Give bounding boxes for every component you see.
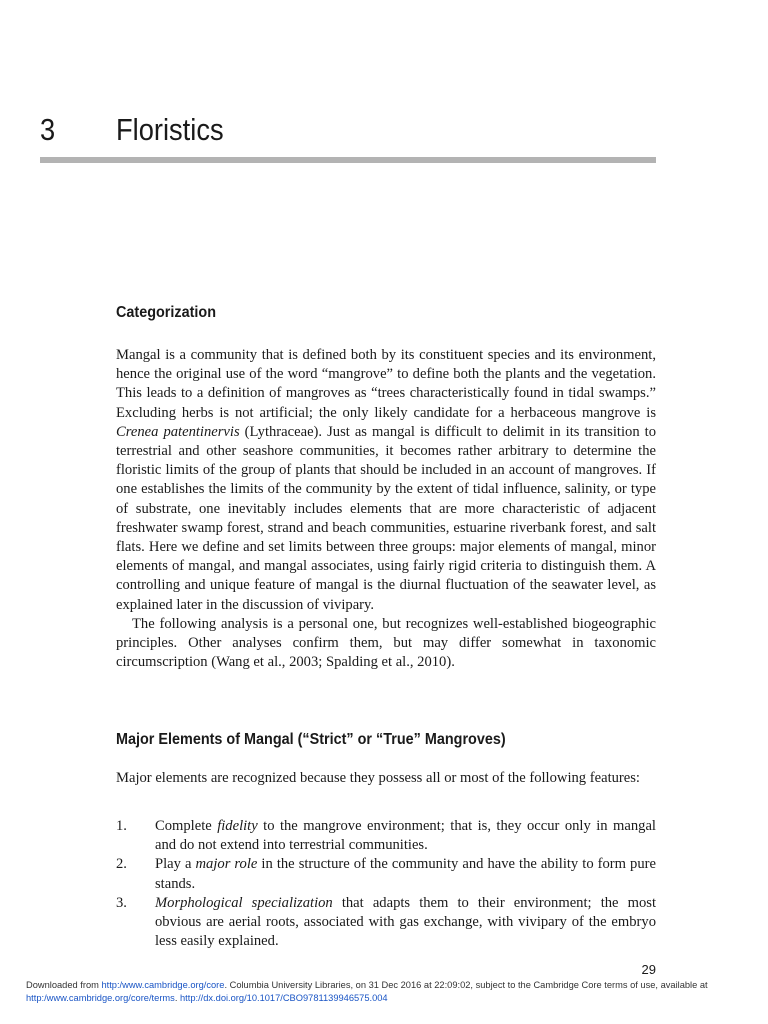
- paragraph-text: (Lythraceae). Just as mangal is difficult to delimit in its transition to terrestrial and other seashore communities, it becomes rather arbitrary to determine the floristic limits of the group of plants that should be included in an account of mangroves. If one establishes the limits of the community by the extent of tidal influence, salinity, or type of substrate, one inevitably includes elements that are more characteristic of adjacent freshwater swamp forest, strand and beach communities, estuarine riverbank forest, and salt flats. Here we define and set limits between three groups: major elements of mangal, minor elements of mangal, and mangal associates, using fairly rigid criteria to distinguish them. A controlling and unique feature of mangal is the diurnal fluctuation of the seawater level, as explained later in the discussion of vivipary.: [116, 423, 656, 613]
- chapter-rule: [40, 157, 656, 163]
- list-text: that adapts them to their environment; the most obvious are aerial roots, associated with gas exchange, with vivipary of the embryo less easily explained.: [155, 894, 656, 950]
- paragraph-text: Mangal is a community that is defined both by its constituent species and its environment, hence the original use of the word “mangrove” to define both the plants and the vegetation. This leads to a definition of mangroves as “trees characteristically found in tidal swamps.” Excluding herbs is not artificial; the only likely candidate for a herbaceous mangrove is: [116, 347, 656, 421]
- feature-list: [116, 817, 656, 951]
- list-emphasis: major role: [195, 856, 258, 873]
- section-heading-categorization: Categorization: [116, 304, 217, 321]
- list-number: 1.: [116, 818, 127, 834]
- list-text: Complete: [155, 818, 218, 834]
- list-item: [116, 894, 656, 952]
- footer-text: Downloaded from: [26, 980, 102, 990]
- page-number: 29: [641, 962, 656, 977]
- footer-separator: .: [174, 993, 180, 1003]
- download-footer: [26, 979, 756, 1005]
- major-elements-intro: Major elements are recognized because they possess all or most of the following features:: [116, 770, 640, 786]
- list-emphasis: fidelity: [217, 818, 258, 834]
- list-item: [116, 817, 656, 855]
- list-item: [116, 855, 656, 893]
- categorization-body: [116, 346, 656, 672]
- paragraph: [116, 346, 656, 615]
- list-text: to the mangrove environment; that is, they occur only in mangal and do not extend into terrestrial communities.: [155, 818, 656, 854]
- list-text: Play a: [155, 856, 196, 873]
- footer-text: . Columbia University Libraries, on 31 Dec 2016 at 22:09:02, subject to the Cambridge Core terms of use, available at: [224, 980, 708, 990]
- list-text: in the structure of the community and have the ability to form pure stands.: [155, 856, 656, 892]
- list-number: 2.: [116, 856, 127, 873]
- chapter-number: 3: [40, 112, 56, 147]
- terms-link[interactable]: http:/www.cambridge.org/core/terms: [26, 993, 175, 1003]
- species-name: Crenea patentinervis: [116, 423, 240, 440]
- list-emphasis: Morphological specialization: [155, 894, 333, 911]
- doi-link[interactable]: http://dx.doi.org/10.1017/CBO9781139946575.004: [179, 993, 388, 1003]
- section-heading-major-elements: Major Elements of Mangal (“Strict” or “True” Mangroves): [116, 731, 506, 748]
- cambridge-core-link[interactable]: http:/www.cambridge.org/core: [101, 980, 225, 990]
- chapter-title: Floristics: [116, 112, 224, 147]
- list-number: 3.: [116, 894, 127, 911]
- paragraph: The following analysis is a personal one, but recognizes well-established biogeographic principles. Other analyses confirm them, but may differ somewhat in taxonomic circumscription (Wang et al., 2003; Spalding et al., 2010).: [116, 615, 656, 671]
